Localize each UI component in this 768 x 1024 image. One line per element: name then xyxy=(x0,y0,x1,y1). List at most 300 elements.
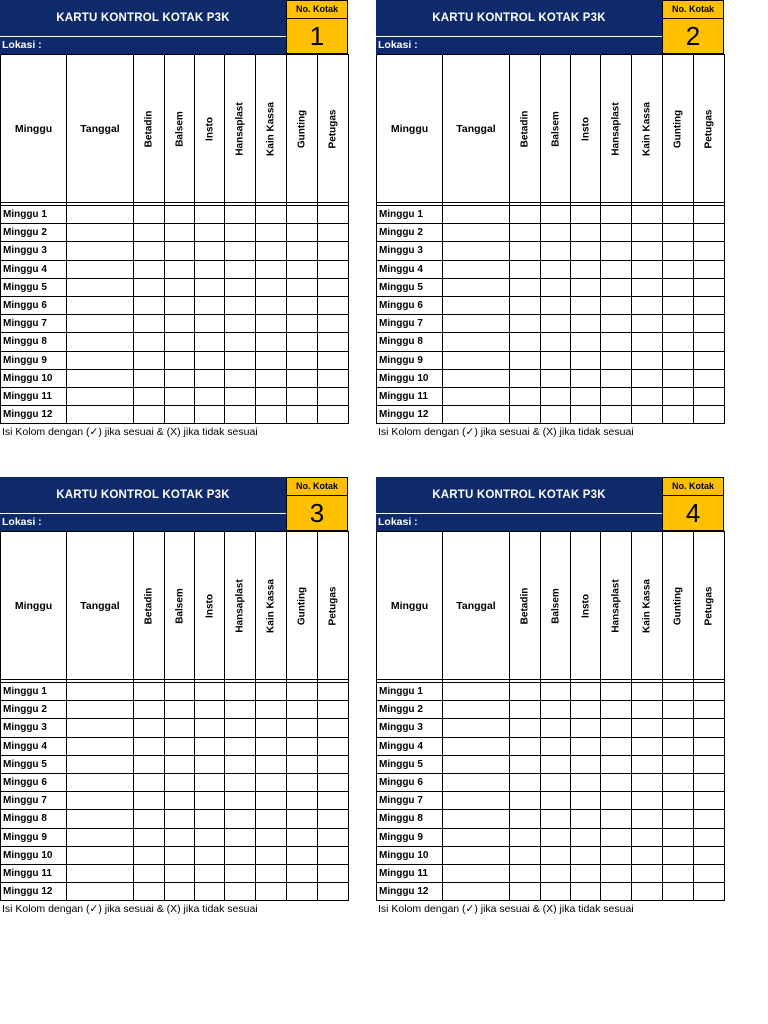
check-cell[interactable] xyxy=(510,351,541,369)
check-cell[interactable] xyxy=(632,810,663,828)
check-cell[interactable] xyxy=(134,387,165,405)
check-cell[interactable] xyxy=(195,278,225,296)
check-cell[interactable] xyxy=(195,406,225,424)
check-cell[interactable] xyxy=(134,810,165,828)
check-cell[interactable] xyxy=(165,206,195,224)
check-cell[interactable] xyxy=(694,315,725,333)
check-cell[interactable] xyxy=(225,206,256,224)
check-cell[interactable] xyxy=(195,333,225,351)
date-cell[interactable] xyxy=(443,864,510,882)
check-cell[interactable] xyxy=(165,333,195,351)
check-cell[interactable] xyxy=(318,351,349,369)
check-cell[interactable] xyxy=(541,278,571,296)
check-cell[interactable] xyxy=(632,773,663,791)
check-cell[interactable] xyxy=(318,719,349,737)
check-cell[interactable] xyxy=(195,206,225,224)
check-cell[interactable] xyxy=(195,296,225,314)
date-cell[interactable] xyxy=(67,792,134,810)
check-cell[interactable] xyxy=(318,242,349,260)
check-cell[interactable] xyxy=(134,278,165,296)
date-cell[interactable] xyxy=(443,206,510,224)
date-cell[interactable] xyxy=(67,333,134,351)
date-cell[interactable] xyxy=(67,719,134,737)
check-cell[interactable] xyxy=(225,737,256,755)
check-cell[interactable] xyxy=(165,351,195,369)
check-cell[interactable] xyxy=(134,719,165,737)
date-cell[interactable] xyxy=(67,315,134,333)
check-cell[interactable] xyxy=(663,701,694,719)
check-cell[interactable] xyxy=(510,260,541,278)
date-cell[interactable] xyxy=(443,683,510,701)
check-cell[interactable] xyxy=(165,278,195,296)
date-cell[interactable] xyxy=(443,278,510,296)
check-cell[interactable] xyxy=(571,719,601,737)
check-cell[interactable] xyxy=(318,683,349,701)
date-cell[interactable] xyxy=(67,883,134,901)
date-cell[interactable] xyxy=(67,278,134,296)
check-cell[interactable] xyxy=(694,242,725,260)
check-cell[interactable] xyxy=(541,296,571,314)
check-cell[interactable] xyxy=(632,755,663,773)
check-cell[interactable] xyxy=(256,333,287,351)
check-cell[interactable] xyxy=(134,864,165,882)
check-cell[interactable] xyxy=(287,719,318,737)
check-cell[interactable] xyxy=(195,315,225,333)
check-cell[interactable] xyxy=(256,737,287,755)
check-cell[interactable] xyxy=(134,296,165,314)
check-cell[interactable] xyxy=(256,296,287,314)
check-cell[interactable] xyxy=(165,864,195,882)
check-cell[interactable] xyxy=(318,206,349,224)
check-cell[interactable] xyxy=(287,864,318,882)
check-cell[interactable] xyxy=(256,701,287,719)
check-cell[interactable] xyxy=(318,755,349,773)
check-cell[interactable] xyxy=(287,315,318,333)
check-cell[interactable] xyxy=(571,828,601,846)
date-cell[interactable] xyxy=(67,406,134,424)
check-cell[interactable] xyxy=(541,351,571,369)
date-cell[interactable] xyxy=(443,406,510,424)
check-cell[interactable] xyxy=(256,224,287,242)
check-cell[interactable] xyxy=(165,755,195,773)
check-cell[interactable] xyxy=(694,864,725,882)
check-cell[interactable] xyxy=(510,387,541,405)
date-cell[interactable] xyxy=(443,296,510,314)
check-cell[interactable] xyxy=(632,369,663,387)
check-cell[interactable] xyxy=(287,701,318,719)
check-cell[interactable] xyxy=(601,406,632,424)
date-cell[interactable] xyxy=(443,260,510,278)
check-cell[interactable] xyxy=(541,864,571,882)
check-cell[interactable] xyxy=(318,224,349,242)
check-cell[interactable] xyxy=(694,846,725,864)
date-cell[interactable] xyxy=(443,242,510,260)
check-cell[interactable] xyxy=(165,846,195,864)
check-cell[interactable] xyxy=(663,846,694,864)
check-cell[interactable] xyxy=(318,406,349,424)
check-cell[interactable] xyxy=(663,810,694,828)
check-cell[interactable] xyxy=(318,387,349,405)
check-cell[interactable] xyxy=(225,278,256,296)
check-cell[interactable] xyxy=(601,387,632,405)
check-cell[interactable] xyxy=(694,351,725,369)
check-cell[interactable] xyxy=(694,719,725,737)
check-cell[interactable] xyxy=(165,792,195,810)
check-cell[interactable] xyxy=(510,278,541,296)
check-cell[interactable] xyxy=(571,846,601,864)
check-cell[interactable] xyxy=(256,278,287,296)
date-cell[interactable] xyxy=(443,755,510,773)
check-cell[interactable] xyxy=(134,846,165,864)
check-cell[interactable] xyxy=(632,683,663,701)
check-cell[interactable] xyxy=(601,369,632,387)
check-cell[interactable] xyxy=(541,315,571,333)
check-cell[interactable] xyxy=(632,792,663,810)
check-cell[interactable] xyxy=(694,206,725,224)
check-cell[interactable] xyxy=(694,810,725,828)
check-cell[interactable] xyxy=(663,242,694,260)
check-cell[interactable] xyxy=(195,810,225,828)
check-cell[interactable] xyxy=(632,883,663,901)
check-cell[interactable] xyxy=(165,683,195,701)
check-cell[interactable] xyxy=(195,242,225,260)
check-cell[interactable] xyxy=(663,737,694,755)
check-cell[interactable] xyxy=(694,224,725,242)
check-cell[interactable] xyxy=(287,810,318,828)
check-cell[interactable] xyxy=(571,755,601,773)
check-cell[interactable] xyxy=(632,737,663,755)
check-cell[interactable] xyxy=(510,883,541,901)
check-cell[interactable] xyxy=(601,773,632,791)
check-cell[interactable] xyxy=(256,351,287,369)
date-cell[interactable] xyxy=(67,296,134,314)
check-cell[interactable] xyxy=(225,260,256,278)
date-cell[interactable] xyxy=(443,701,510,719)
check-cell[interactable] xyxy=(195,883,225,901)
check-cell[interactable] xyxy=(225,224,256,242)
check-cell[interactable] xyxy=(571,701,601,719)
check-cell[interactable] xyxy=(287,351,318,369)
check-cell[interactable] xyxy=(195,351,225,369)
check-cell[interactable] xyxy=(318,773,349,791)
check-cell[interactable] xyxy=(287,206,318,224)
date-cell[interactable] xyxy=(443,810,510,828)
check-cell[interactable] xyxy=(165,883,195,901)
check-cell[interactable] xyxy=(632,864,663,882)
date-cell[interactable] xyxy=(67,755,134,773)
check-cell[interactable] xyxy=(571,296,601,314)
check-cell[interactable] xyxy=(601,737,632,755)
check-cell[interactable] xyxy=(541,224,571,242)
check-cell[interactable] xyxy=(134,792,165,810)
check-cell[interactable] xyxy=(663,406,694,424)
check-cell[interactable] xyxy=(318,260,349,278)
check-cell[interactable] xyxy=(632,206,663,224)
check-cell[interactable] xyxy=(195,773,225,791)
check-cell[interactable] xyxy=(601,864,632,882)
check-cell[interactable] xyxy=(256,242,287,260)
date-cell[interactable] xyxy=(67,828,134,846)
check-cell[interactable] xyxy=(134,406,165,424)
check-cell[interactable] xyxy=(256,810,287,828)
check-cell[interactable] xyxy=(287,278,318,296)
check-cell[interactable] xyxy=(510,828,541,846)
check-cell[interactable] xyxy=(134,683,165,701)
check-cell[interactable] xyxy=(510,755,541,773)
check-cell[interactable] xyxy=(510,719,541,737)
check-cell[interactable] xyxy=(134,701,165,719)
check-cell[interactable] xyxy=(571,792,601,810)
date-cell[interactable] xyxy=(443,315,510,333)
check-cell[interactable] xyxy=(287,260,318,278)
check-cell[interactable] xyxy=(165,296,195,314)
check-cell[interactable] xyxy=(318,864,349,882)
check-cell[interactable] xyxy=(195,387,225,405)
check-cell[interactable] xyxy=(165,406,195,424)
check-cell[interactable] xyxy=(256,846,287,864)
check-cell[interactable] xyxy=(571,683,601,701)
check-cell[interactable] xyxy=(134,242,165,260)
check-cell[interactable] xyxy=(287,683,318,701)
check-cell[interactable] xyxy=(632,315,663,333)
date-cell[interactable] xyxy=(67,260,134,278)
date-cell[interactable] xyxy=(67,737,134,755)
check-cell[interactable] xyxy=(541,387,571,405)
check-cell[interactable] xyxy=(510,773,541,791)
check-cell[interactable] xyxy=(318,296,349,314)
check-cell[interactable] xyxy=(571,351,601,369)
check-cell[interactable] xyxy=(510,242,541,260)
check-cell[interactable] xyxy=(195,683,225,701)
check-cell[interactable] xyxy=(134,206,165,224)
check-cell[interactable] xyxy=(318,792,349,810)
check-cell[interactable] xyxy=(632,296,663,314)
check-cell[interactable] xyxy=(663,260,694,278)
check-cell[interactable] xyxy=(165,701,195,719)
check-cell[interactable] xyxy=(195,224,225,242)
check-cell[interactable] xyxy=(632,224,663,242)
check-cell[interactable] xyxy=(195,828,225,846)
check-cell[interactable] xyxy=(318,278,349,296)
check-cell[interactable] xyxy=(571,206,601,224)
check-cell[interactable] xyxy=(134,755,165,773)
check-cell[interactable] xyxy=(541,719,571,737)
check-cell[interactable] xyxy=(694,387,725,405)
check-cell[interactable] xyxy=(225,810,256,828)
check-cell[interactable] xyxy=(632,406,663,424)
check-cell[interactable] xyxy=(663,864,694,882)
check-cell[interactable] xyxy=(601,351,632,369)
check-cell[interactable] xyxy=(510,792,541,810)
date-cell[interactable] xyxy=(443,333,510,351)
check-cell[interactable] xyxy=(318,333,349,351)
date-cell[interactable] xyxy=(443,737,510,755)
check-cell[interactable] xyxy=(632,828,663,846)
check-cell[interactable] xyxy=(134,883,165,901)
check-cell[interactable] xyxy=(318,315,349,333)
check-cell[interactable] xyxy=(287,755,318,773)
check-cell[interactable] xyxy=(195,792,225,810)
check-cell[interactable] xyxy=(510,296,541,314)
check-cell[interactable] xyxy=(694,278,725,296)
check-cell[interactable] xyxy=(601,242,632,260)
check-cell[interactable] xyxy=(663,387,694,405)
check-cell[interactable] xyxy=(510,406,541,424)
check-cell[interactable] xyxy=(165,828,195,846)
check-cell[interactable] xyxy=(225,296,256,314)
check-cell[interactable] xyxy=(318,737,349,755)
check-cell[interactable] xyxy=(694,406,725,424)
check-cell[interactable] xyxy=(195,737,225,755)
check-cell[interactable] xyxy=(541,883,571,901)
check-cell[interactable] xyxy=(318,828,349,846)
check-cell[interactable] xyxy=(663,351,694,369)
check-cell[interactable] xyxy=(663,883,694,901)
check-cell[interactable] xyxy=(225,701,256,719)
check-cell[interactable] xyxy=(510,369,541,387)
check-cell[interactable] xyxy=(134,737,165,755)
check-cell[interactable] xyxy=(287,737,318,755)
check-cell[interactable] xyxy=(134,369,165,387)
check-cell[interactable] xyxy=(663,315,694,333)
check-cell[interactable] xyxy=(694,883,725,901)
check-cell[interactable] xyxy=(256,683,287,701)
check-cell[interactable] xyxy=(256,719,287,737)
check-cell[interactable] xyxy=(165,369,195,387)
check-cell[interactable] xyxy=(663,333,694,351)
check-cell[interactable] xyxy=(541,846,571,864)
check-cell[interactable] xyxy=(195,846,225,864)
check-cell[interactable] xyxy=(694,296,725,314)
check-cell[interactable] xyxy=(287,296,318,314)
check-cell[interactable] xyxy=(541,260,571,278)
check-cell[interactable] xyxy=(541,406,571,424)
check-cell[interactable] xyxy=(287,387,318,405)
check-cell[interactable] xyxy=(694,260,725,278)
check-cell[interactable] xyxy=(601,224,632,242)
check-cell[interactable] xyxy=(632,278,663,296)
date-cell[interactable] xyxy=(67,864,134,882)
check-cell[interactable] xyxy=(225,387,256,405)
check-cell[interactable] xyxy=(225,719,256,737)
check-cell[interactable] xyxy=(256,369,287,387)
date-cell[interactable] xyxy=(67,846,134,864)
check-cell[interactable] xyxy=(571,369,601,387)
check-cell[interactable] xyxy=(571,737,601,755)
check-cell[interactable] xyxy=(256,387,287,405)
check-cell[interactable] xyxy=(632,242,663,260)
check-cell[interactable] xyxy=(318,883,349,901)
check-cell[interactable] xyxy=(195,369,225,387)
check-cell[interactable] xyxy=(287,333,318,351)
check-cell[interactable] xyxy=(632,260,663,278)
check-cell[interactable] xyxy=(541,755,571,773)
check-cell[interactable] xyxy=(663,296,694,314)
check-cell[interactable] xyxy=(256,406,287,424)
check-cell[interactable] xyxy=(601,333,632,351)
check-cell[interactable] xyxy=(571,278,601,296)
check-cell[interactable] xyxy=(601,683,632,701)
check-cell[interactable] xyxy=(165,224,195,242)
check-cell[interactable] xyxy=(225,864,256,882)
date-cell[interactable] xyxy=(443,387,510,405)
check-cell[interactable] xyxy=(510,206,541,224)
check-cell[interactable] xyxy=(225,773,256,791)
check-cell[interactable] xyxy=(225,883,256,901)
check-cell[interactable] xyxy=(601,883,632,901)
check-cell[interactable] xyxy=(225,315,256,333)
check-cell[interactable] xyxy=(663,719,694,737)
check-cell[interactable] xyxy=(510,315,541,333)
check-cell[interactable] xyxy=(571,810,601,828)
check-cell[interactable] xyxy=(663,755,694,773)
check-cell[interactable] xyxy=(318,701,349,719)
date-cell[interactable] xyxy=(443,719,510,737)
check-cell[interactable] xyxy=(541,810,571,828)
check-cell[interactable] xyxy=(225,683,256,701)
check-cell[interactable] xyxy=(318,846,349,864)
check-cell[interactable] xyxy=(601,828,632,846)
check-cell[interactable] xyxy=(287,828,318,846)
check-cell[interactable] xyxy=(510,683,541,701)
check-cell[interactable] xyxy=(225,369,256,387)
check-cell[interactable] xyxy=(541,333,571,351)
check-cell[interactable] xyxy=(571,883,601,901)
check-cell[interactable] xyxy=(510,846,541,864)
check-cell[interactable] xyxy=(256,755,287,773)
check-cell[interactable] xyxy=(256,864,287,882)
check-cell[interactable] xyxy=(663,773,694,791)
date-cell[interactable] xyxy=(443,369,510,387)
check-cell[interactable] xyxy=(287,773,318,791)
date-cell[interactable] xyxy=(67,206,134,224)
check-cell[interactable] xyxy=(571,260,601,278)
check-cell[interactable] xyxy=(632,701,663,719)
check-cell[interactable] xyxy=(632,333,663,351)
check-cell[interactable] xyxy=(165,773,195,791)
check-cell[interactable] xyxy=(601,206,632,224)
check-cell[interactable] xyxy=(663,369,694,387)
check-cell[interactable] xyxy=(601,701,632,719)
check-cell[interactable] xyxy=(601,755,632,773)
check-cell[interactable] xyxy=(694,333,725,351)
check-cell[interactable] xyxy=(134,773,165,791)
date-cell[interactable] xyxy=(67,224,134,242)
check-cell[interactable] xyxy=(225,406,256,424)
check-cell[interactable] xyxy=(571,333,601,351)
date-cell[interactable] xyxy=(443,224,510,242)
check-cell[interactable] xyxy=(256,315,287,333)
check-cell[interactable] xyxy=(663,224,694,242)
check-cell[interactable] xyxy=(541,683,571,701)
check-cell[interactable] xyxy=(287,883,318,901)
check-cell[interactable] xyxy=(694,773,725,791)
check-cell[interactable] xyxy=(134,315,165,333)
check-cell[interactable] xyxy=(694,755,725,773)
date-cell[interactable] xyxy=(443,792,510,810)
check-cell[interactable] xyxy=(541,737,571,755)
check-cell[interactable] xyxy=(601,315,632,333)
check-cell[interactable] xyxy=(541,206,571,224)
check-cell[interactable] xyxy=(165,387,195,405)
check-cell[interactable] xyxy=(510,737,541,755)
check-cell[interactable] xyxy=(510,864,541,882)
check-cell[interactable] xyxy=(632,351,663,369)
check-cell[interactable] xyxy=(165,242,195,260)
check-cell[interactable] xyxy=(287,224,318,242)
check-cell[interactable] xyxy=(225,792,256,810)
check-cell[interactable] xyxy=(510,224,541,242)
